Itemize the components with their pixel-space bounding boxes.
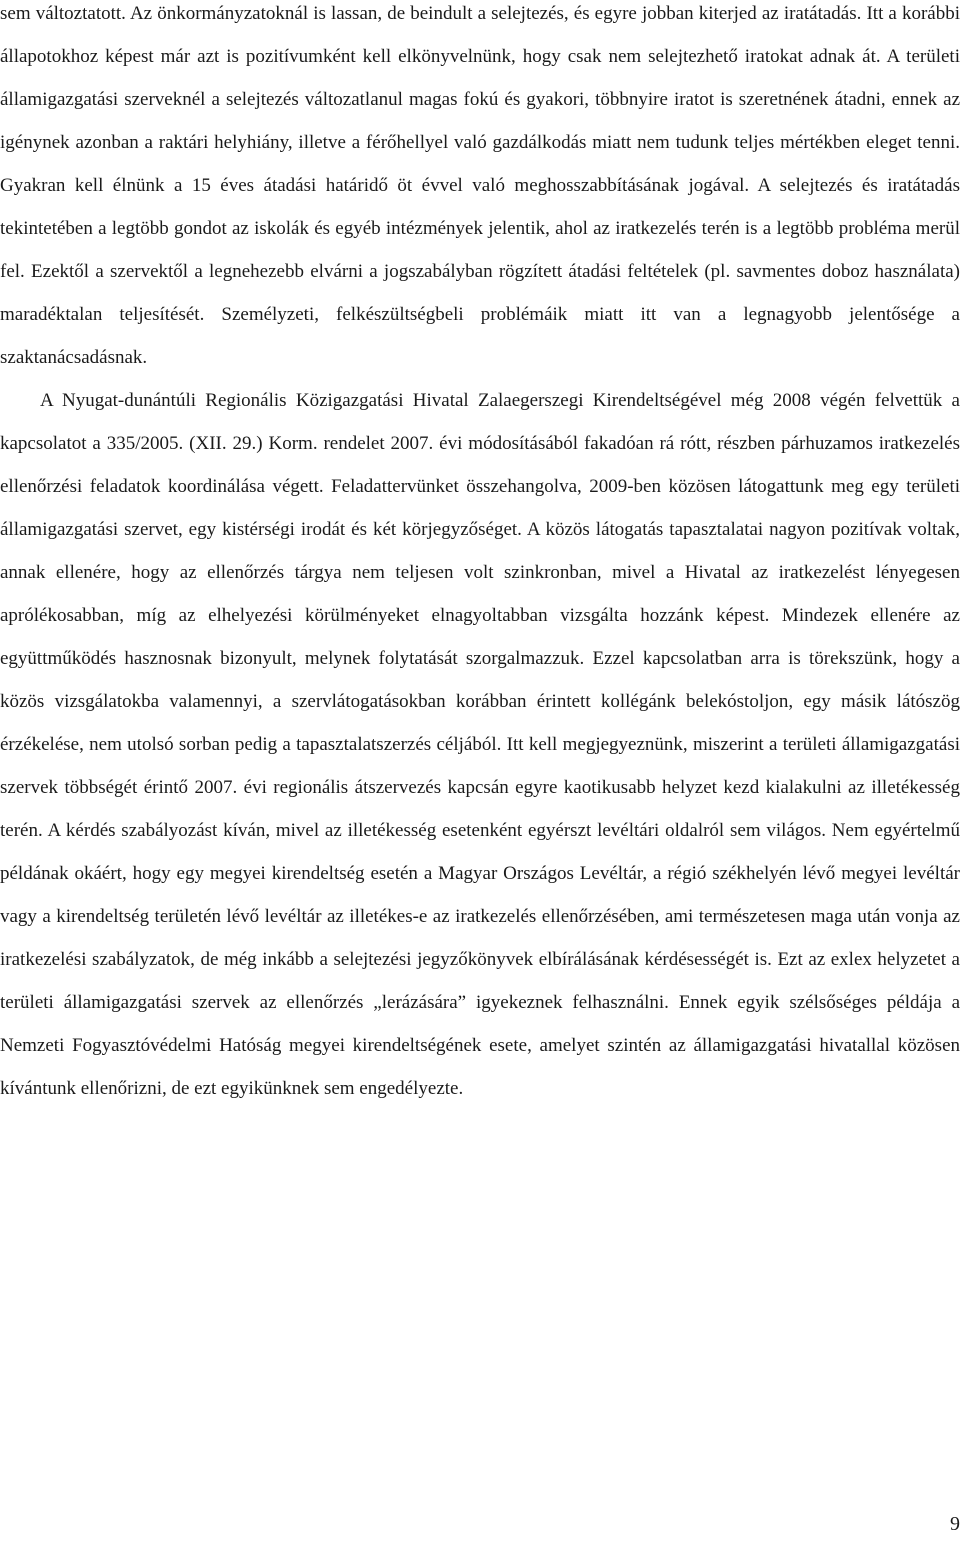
page-number: 9	[950, 1513, 960, 1535]
paragraph: A Nyugat-dunántúli Regionális Közigazgatási Hivatal Zalaegerszegi Kirendeltségével még 2008 végén felvettük a kapcsolatot a 335/2005. (XII. 29.) Korm. rendelet 2007. évi módosításából fakadóan rá rótt, részben párhuzamos iratkezelés ellenőrzési feladatok koordinálása végett. Feladattervünket összehangolva, 2009-ben közösen látogattunk meg egy területi államigazgatási szervet, egy kistérségi irodát és két körjegyzőséget. A közös látogatás tapasztalatai nagyon pozitívak voltak, annak ellenére, hogy az ellenőrzés tárgya nem teljesen volt szinkronban, mivel a Hivatal az iratkezelést lényegesen aprólékosabban, míg az elhelyezési körülményeket elnagyoltabban vizsgálta hozzánk képest. Mindezek ellenére az együttműködés hasznosnak bizonyult, melynek folytatását szorgalmazzuk. Ezzel kapcsolatban arra is törekszünk, hogy a közös vizsgálatokba valamennyi, a szervlátogatásokban korábban érintett kollégánk belekóstoljon, egy másik látószög érzékelése, nem utolsó sorban pedig a tapasztalatszerzés céljából. Itt kell megjegyeznünk, miszerint a területi államigazgatási szervek többségét érintő 2007. évi regionális átszervezés kapcsán egyre kaotikusabb helyzet kezd kialakulni az illetékesség terén. A kérdés szabályozást kíván, mivel az illetékesség esetenként egyérszt levéltári oldalról sem világos. Nem egyértelmű példának okáért, hogy egy megyei kirendeltség esetén a Magyar Országos Levéltár, a régió székhelyén lévő megyei levéltár vagy a kirendeltség területén lévő levéltár az illetékes-e az iratkezelés ellenőrzésében, ami természetesen maga után vonja az iratkezelési szabályzatok, de még inkább a selejtezési jegyzőkönyvek elbírálásának kérdésességét is. Ezt az exlex helyzetet a területi államigazgatási szervek az ellenőrzés „lerázására” igyekeznek felhasználni. Ennek egyik szélsőséges példája a Nemzeti Fogyasztóvédelmi Hatóság megyei kirendeltségének esete, amelyet szintén az államigazgatási hivatallal közösen kívántunk ellenőrizni, de ezt egyikünknek sem engedélyezte.	[0, 390, 960, 1099]
paragraph: sem változtatott. Az önkormányzatoknál is lassan, de beindult a selejtezés, és egyre jobban kiterjed az iratátadás. Itt a korábbi állapotokhoz képest már azt is pozitívumként kell elkönyvelnünk, hogy csak nem selejtezhető iratokat adnak át. A területi államigazgatási szerveknél a selejtezés változatlanul magas fokú és gyakori, többnyire iratot is szeretnének átadni, ennek az igénynek azonban a raktári helyhiány, illetve a férőhellyel való gazdálkodás miatt nem tudunk teljes mértékben eleget tenni. Gyakran kell élnünk a 15 éves átadási határidő öt évvel való meghosszabbításának jogával. A selejtezés és iratátadás tekintetében a legtöbb gondot az iskolák és egyéb intézmények jelentik, ahol az iratkezelés terén is a legtöbb probléma merül fel. Ezektől a szervektől a legnehezebb elvárni a jogszabályban rögzített átadási feltételek (pl. savmentes doboz használata) maradéktalan teljesítését. Személyzeti, felkészültségbeli problémáik miatt itt van a legnagyobb jelentősége a szaktanácsadásnak.	[0, 3, 960, 368]
